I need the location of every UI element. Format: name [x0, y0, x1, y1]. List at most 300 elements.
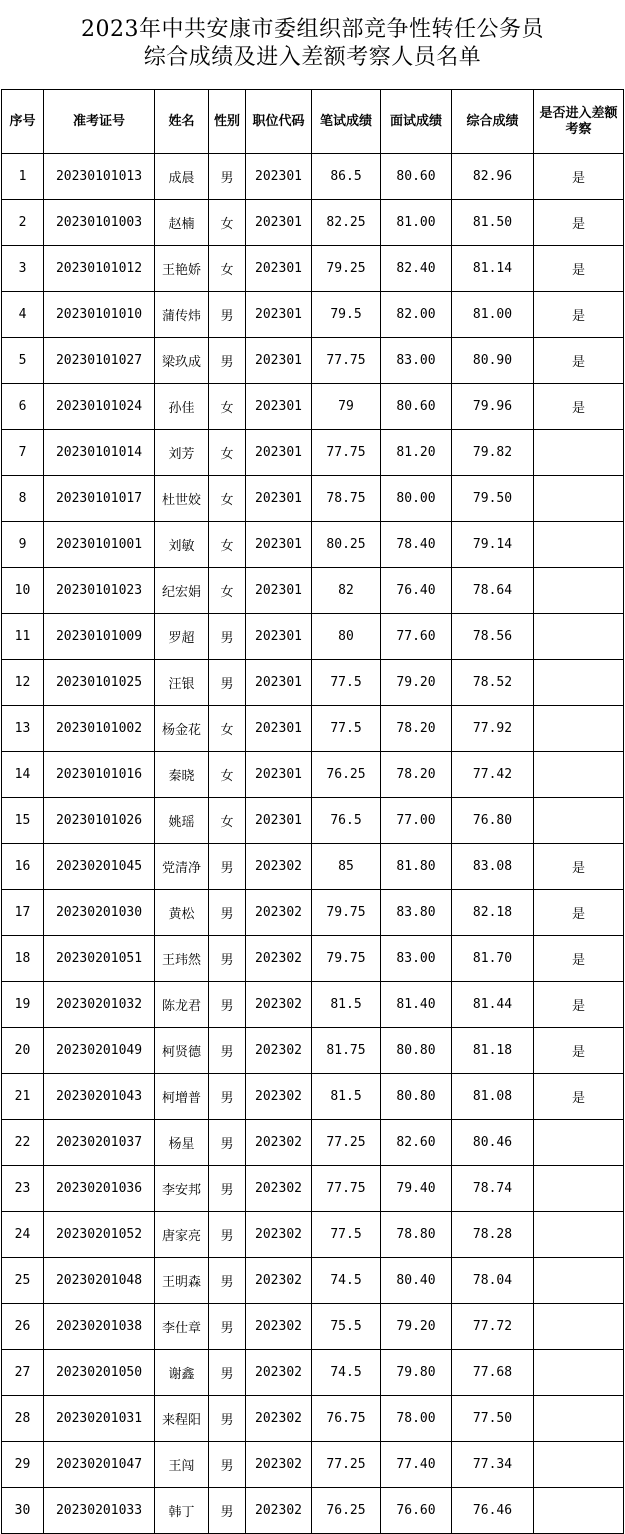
name-cell: 罗超 [155, 614, 209, 660]
total-score-cell: 78.52 [452, 660, 534, 706]
gender-cell: 女 [209, 752, 246, 798]
name-cell: 成晨 [155, 154, 209, 200]
gender-cell: 男 [209, 1350, 246, 1396]
interview-score-cell: 78.20 [381, 752, 452, 798]
table-row [2, 476, 624, 522]
name-cell: 赵楠 [155, 200, 209, 246]
gender-cell: 男 [209, 1028, 246, 1074]
name-cell: 柯贤德 [155, 1028, 209, 1074]
interview-score-cell: 76.40 [381, 568, 452, 614]
header-total-score: 综合成绩 [452, 90, 534, 154]
interview-score-cell: 79.80 [381, 1350, 452, 1396]
shortlisted-cell: 是 [534, 982, 624, 1028]
gender-cell: 男 [209, 1488, 246, 1534]
total-score-cell: 78.74 [452, 1166, 534, 1212]
interview-score-cell: 77.40 [381, 1442, 452, 1488]
interview-score-cell: 77.00 [381, 798, 452, 844]
gender-cell: 女 [209, 246, 246, 292]
gender-cell: 女 [209, 798, 246, 844]
gender-cell: 女 [209, 706, 246, 752]
written-score-cell: 76.5 [312, 798, 381, 844]
table-row [2, 1396, 624, 1442]
seq-cell: 19 [2, 982, 44, 1028]
written-score-cell: 81.5 [312, 982, 381, 1028]
gender-cell: 女 [209, 430, 246, 476]
table-row [2, 798, 624, 844]
shortlisted-cell [534, 1166, 624, 1212]
interview-score-cell: 78.00 [381, 1396, 452, 1442]
seq-cell: 15 [2, 798, 44, 844]
total-score-cell: 77.68 [452, 1350, 534, 1396]
shortlisted-cell [534, 1488, 624, 1534]
seq-cell: 22 [2, 1120, 44, 1166]
exam-no-cell: 20230101024 [44, 384, 155, 430]
seq-cell: 20 [2, 1028, 44, 1074]
interview-score-cell: 80.80 [381, 1074, 452, 1120]
table-row [2, 384, 624, 430]
table-row [2, 1166, 624, 1212]
written-score-cell: 77.5 [312, 1212, 381, 1258]
exam-no-cell: 20230201031 [44, 1396, 155, 1442]
interview-score-cell: 83.00 [381, 936, 452, 982]
interview-score-cell: 81.40 [381, 982, 452, 1028]
exam-no-cell: 20230101014 [44, 430, 155, 476]
name-cell: 韩丁 [155, 1488, 209, 1534]
seq-cell: 13 [2, 706, 44, 752]
position-code-cell: 202302 [246, 936, 312, 982]
seq-cell: 24 [2, 1212, 44, 1258]
name-cell: 王闯 [155, 1442, 209, 1488]
position-code-cell: 202302 [246, 1258, 312, 1304]
written-score-cell: 81.5 [312, 1074, 381, 1120]
total-score-cell: 81.08 [452, 1074, 534, 1120]
shortlisted-cell [534, 430, 624, 476]
shortlisted-cell [534, 706, 624, 752]
written-score-cell: 77.25 [312, 1120, 381, 1166]
interview-score-cell: 76.60 [381, 1488, 452, 1534]
shortlisted-cell [534, 476, 624, 522]
table-row [2, 1488, 624, 1534]
exam-no-cell: 20230101002 [44, 706, 155, 752]
written-score-cell: 80 [312, 614, 381, 660]
name-cell: 谢鑫 [155, 1350, 209, 1396]
shortlisted-cell: 是 [534, 246, 624, 292]
written-score-cell: 77.75 [312, 1166, 381, 1212]
table-row [2, 154, 624, 200]
table-row [2, 982, 624, 1028]
header-row [2, 90, 624, 154]
total-score-cell: 80.90 [452, 338, 534, 384]
total-score-cell: 81.44 [452, 982, 534, 1028]
seq-cell: 29 [2, 1442, 44, 1488]
shortlisted-cell [534, 752, 624, 798]
total-score-cell: 82.18 [452, 890, 534, 936]
name-cell: 黄松 [155, 890, 209, 936]
interview-score-cell: 78.40 [381, 522, 452, 568]
exam-no-cell: 20230101001 [44, 522, 155, 568]
shortlisted-cell: 是 [534, 844, 624, 890]
seq-cell: 27 [2, 1350, 44, 1396]
table-row [2, 568, 624, 614]
table-row [2, 1120, 624, 1166]
written-score-cell: 79.25 [312, 246, 381, 292]
gender-cell: 女 [209, 200, 246, 246]
header-interview-score: 面试成绩 [381, 90, 452, 154]
interview-score-cell: 81.80 [381, 844, 452, 890]
position-code-cell: 202301 [246, 614, 312, 660]
written-score-cell: 76.25 [312, 1488, 381, 1534]
header-shortlisted: 是否进入差额考察 [534, 90, 624, 154]
written-score-cell: 76.75 [312, 1396, 381, 1442]
total-score-cell: 78.28 [452, 1212, 534, 1258]
written-score-cell: 75.5 [312, 1304, 381, 1350]
table-row [2, 292, 624, 338]
gender-cell: 男 [209, 1166, 246, 1212]
name-cell: 陈龙君 [155, 982, 209, 1028]
gender-cell: 男 [209, 154, 246, 200]
total-score-cell: 79.14 [452, 522, 534, 568]
table-row [2, 1304, 624, 1350]
position-code-cell: 202301 [246, 430, 312, 476]
shortlisted-cell: 是 [534, 154, 624, 200]
written-score-cell: 74.5 [312, 1258, 381, 1304]
interview-score-cell: 82.60 [381, 1120, 452, 1166]
written-score-cell: 78.75 [312, 476, 381, 522]
interview-score-cell: 80.60 [381, 154, 452, 200]
shortlisted-cell [534, 660, 624, 706]
exam-no-cell: 20230101026 [44, 798, 155, 844]
gender-cell: 男 [209, 1120, 246, 1166]
shortlisted-cell: 是 [534, 384, 624, 430]
position-code-cell: 202302 [246, 1488, 312, 1534]
exam-no-cell: 20230101025 [44, 660, 155, 706]
name-cell: 刘芳 [155, 430, 209, 476]
position-code-cell: 202301 [246, 522, 312, 568]
interview-score-cell: 78.80 [381, 1212, 452, 1258]
position-code-cell: 202301 [246, 154, 312, 200]
seq-cell: 3 [2, 246, 44, 292]
exam-no-cell: 20230201045 [44, 844, 155, 890]
seq-cell: 12 [2, 660, 44, 706]
total-score-cell: 77.72 [452, 1304, 534, 1350]
gender-cell: 男 [209, 1212, 246, 1258]
shortlisted-cell: 是 [534, 890, 624, 936]
exam-no-cell: 20230201036 [44, 1166, 155, 1212]
interview-score-cell: 77.60 [381, 614, 452, 660]
position-code-cell: 202302 [246, 1396, 312, 1442]
gender-cell: 女 [209, 568, 246, 614]
position-code-cell: 202302 [246, 1304, 312, 1350]
written-score-cell: 82.25 [312, 200, 381, 246]
exam-no-cell: 20230101016 [44, 752, 155, 798]
interview-score-cell: 78.20 [381, 706, 452, 752]
exam-no-cell: 20230201033 [44, 1488, 155, 1534]
name-cell: 杜世姣 [155, 476, 209, 522]
gender-cell: 男 [209, 292, 246, 338]
table-row [2, 1442, 624, 1488]
table-row [2, 246, 624, 292]
name-cell: 梁玖成 [155, 338, 209, 384]
shortlisted-cell [534, 614, 624, 660]
total-score-cell: 81.14 [452, 246, 534, 292]
page-title [0, 0, 625, 74]
written-score-cell: 77.75 [312, 338, 381, 384]
total-score-cell: 79.50 [452, 476, 534, 522]
gender-cell: 男 [209, 936, 246, 982]
shortlisted-cell: 是 [534, 338, 624, 384]
interview-score-cell: 83.00 [381, 338, 452, 384]
seq-cell: 8 [2, 476, 44, 522]
shortlisted-cell [534, 1396, 624, 1442]
total-score-cell: 78.04 [452, 1258, 534, 1304]
written-score-cell: 79.75 [312, 890, 381, 936]
total-score-cell: 76.46 [452, 1488, 534, 1534]
gender-cell: 女 [209, 384, 246, 430]
interview-score-cell: 82.00 [381, 292, 452, 338]
seq-cell: 14 [2, 752, 44, 798]
shortlisted-cell: 是 [534, 936, 624, 982]
written-score-cell: 81.75 [312, 1028, 381, 1074]
seq-cell: 6 [2, 384, 44, 430]
exam-no-cell: 20230201048 [44, 1258, 155, 1304]
shortlisted-cell [534, 798, 624, 844]
name-cell: 杨金花 [155, 706, 209, 752]
name-cell: 王艳娇 [155, 246, 209, 292]
shortlisted-cell: 是 [534, 292, 624, 338]
gender-cell: 男 [209, 844, 246, 890]
seq-cell: 26 [2, 1304, 44, 1350]
total-score-cell: 83.08 [452, 844, 534, 890]
shortlisted-cell [534, 1120, 624, 1166]
name-cell: 刘敏 [155, 522, 209, 568]
shortlisted-cell: 是 [534, 1074, 624, 1120]
header-gender: 性别 [209, 90, 246, 154]
gender-cell: 男 [209, 1258, 246, 1304]
seq-cell: 1 [2, 154, 44, 200]
shortlisted-cell [534, 1350, 624, 1396]
total-score-cell: 81.50 [452, 200, 534, 246]
gender-cell: 女 [209, 476, 246, 522]
seq-cell: 5 [2, 338, 44, 384]
written-score-cell: 80.25 [312, 522, 381, 568]
name-cell: 纪宏娟 [155, 568, 209, 614]
table-row [2, 1350, 624, 1396]
gender-cell: 男 [209, 338, 246, 384]
position-code-cell: 202301 [246, 798, 312, 844]
shortlisted-cell [534, 1212, 624, 1258]
seq-cell: 2 [2, 200, 44, 246]
exam-no-cell: 20230101027 [44, 338, 155, 384]
shortlisted-cell [534, 522, 624, 568]
seq-cell: 21 [2, 1074, 44, 1120]
table-row [2, 844, 624, 890]
written-score-cell: 76.25 [312, 752, 381, 798]
position-code-cell: 202301 [246, 246, 312, 292]
gender-cell: 男 [209, 1074, 246, 1120]
seq-cell: 16 [2, 844, 44, 890]
total-score-cell: 77.42 [452, 752, 534, 798]
total-score-cell: 79.82 [452, 430, 534, 476]
header-written-score: 笔试成绩 [312, 90, 381, 154]
exam-no-cell: 20230201032 [44, 982, 155, 1028]
gender-cell: 男 [209, 890, 246, 936]
written-score-cell: 85 [312, 844, 381, 890]
seq-cell: 17 [2, 890, 44, 936]
written-score-cell: 82 [312, 568, 381, 614]
position-code-cell: 202301 [246, 384, 312, 430]
name-cell: 孙佳 [155, 384, 209, 430]
written-score-cell: 77.5 [312, 706, 381, 752]
table-row [2, 1028, 624, 1074]
name-cell: 杨星 [155, 1120, 209, 1166]
table-row [2, 1212, 624, 1258]
interview-score-cell: 83.80 [381, 890, 452, 936]
interview-score-cell: 79.40 [381, 1166, 452, 1212]
table-row [2, 1258, 624, 1304]
seq-cell: 4 [2, 292, 44, 338]
total-score-cell: 77.34 [452, 1442, 534, 1488]
exam-no-cell: 20230201049 [44, 1028, 155, 1074]
total-score-cell: 79.96 [452, 384, 534, 430]
position-code-cell: 202301 [246, 200, 312, 246]
name-cell: 来程阳 [155, 1396, 209, 1442]
exam-no-cell: 20230201050 [44, 1350, 155, 1396]
seq-cell: 30 [2, 1488, 44, 1534]
position-code-cell: 202302 [246, 844, 312, 890]
header-name: 姓名 [155, 90, 209, 154]
table-row [2, 660, 624, 706]
position-code-cell: 202302 [246, 1350, 312, 1396]
seq-cell: 9 [2, 522, 44, 568]
name-cell: 秦晓 [155, 752, 209, 798]
seq-cell: 10 [2, 568, 44, 614]
exam-no-cell: 20230201037 [44, 1120, 155, 1166]
position-code-cell: 202301 [246, 292, 312, 338]
seq-cell: 23 [2, 1166, 44, 1212]
table-row [2, 614, 624, 660]
interview-score-cell: 79.20 [381, 660, 452, 706]
name-cell: 党清净 [155, 844, 209, 890]
name-cell: 柯增普 [155, 1074, 209, 1120]
total-score-cell: 81.70 [452, 936, 534, 982]
gender-cell: 男 [209, 614, 246, 660]
shortlisted-cell [534, 1258, 624, 1304]
interview-score-cell: 80.40 [381, 1258, 452, 1304]
written-score-cell: 79 [312, 384, 381, 430]
shortlisted-cell [534, 1304, 624, 1350]
seq-cell: 25 [2, 1258, 44, 1304]
position-code-cell: 202301 [246, 338, 312, 384]
gender-cell: 男 [209, 1442, 246, 1488]
seq-cell: 7 [2, 430, 44, 476]
gender-cell: 男 [209, 1304, 246, 1350]
written-score-cell: 77.75 [312, 430, 381, 476]
title-line-1: 2023年中共安康市委组织部竞争性转任公务员 [81, 17, 544, 42]
name-cell: 蒲传炜 [155, 292, 209, 338]
table-row [2, 706, 624, 752]
interview-score-cell: 81.00 [381, 200, 452, 246]
interview-score-cell: 80.60 [381, 384, 452, 430]
gender-cell: 男 [209, 660, 246, 706]
position-code-cell: 202301 [246, 660, 312, 706]
position-code-cell: 202302 [246, 1120, 312, 1166]
table-row [2, 522, 624, 568]
results-table [1, 89, 624, 1534]
position-code-cell: 202302 [246, 1028, 312, 1074]
exam-no-cell: 20230101023 [44, 568, 155, 614]
gender-cell: 女 [209, 522, 246, 568]
name-cell: 李仕章 [155, 1304, 209, 1350]
name-cell: 姚瑶 [155, 798, 209, 844]
shortlisted-cell: 是 [534, 200, 624, 246]
table-row [2, 200, 624, 246]
interview-score-cell: 80.00 [381, 476, 452, 522]
total-score-cell: 81.00 [452, 292, 534, 338]
total-score-cell: 77.92 [452, 706, 534, 752]
table-row [2, 430, 624, 476]
position-code-cell: 202302 [246, 1166, 312, 1212]
total-score-cell: 78.56 [452, 614, 534, 660]
exam-no-cell: 20230101012 [44, 246, 155, 292]
position-code-cell: 202302 [246, 890, 312, 936]
seq-cell: 18 [2, 936, 44, 982]
table-row [2, 752, 624, 798]
header-exam-no: 准考证号 [44, 90, 155, 154]
written-score-cell: 74.5 [312, 1350, 381, 1396]
interview-score-cell: 81.20 [381, 430, 452, 476]
position-code-cell: 202302 [246, 1074, 312, 1120]
position-code-cell: 202301 [246, 568, 312, 614]
total-score-cell: 77.50 [452, 1396, 534, 1442]
exam-no-cell: 20230201052 [44, 1212, 155, 1258]
exam-no-cell: 20230101009 [44, 614, 155, 660]
seq-cell: 28 [2, 1396, 44, 1442]
table-row [2, 936, 624, 982]
table-row [2, 338, 624, 384]
written-score-cell: 77.5 [312, 660, 381, 706]
title-line-2: 综合成绩及进入差额考察人员名单 [143, 45, 482, 70]
exam-no-cell: 20230201043 [44, 1074, 155, 1120]
header-position-code: 职位代码 [246, 90, 312, 154]
position-code-cell: 202302 [246, 1212, 312, 1258]
position-code-cell: 202302 [246, 982, 312, 1028]
table-row [2, 890, 624, 936]
total-score-cell: 76.80 [452, 798, 534, 844]
position-code-cell: 202301 [246, 752, 312, 798]
exam-no-cell: 20230201038 [44, 1304, 155, 1350]
total-score-cell: 80.46 [452, 1120, 534, 1166]
table-row [2, 1074, 624, 1120]
interview-score-cell: 79.20 [381, 1304, 452, 1350]
written-score-cell: 77.25 [312, 1442, 381, 1488]
shortlisted-cell [534, 568, 624, 614]
name-cell: 王明森 [155, 1258, 209, 1304]
exam-no-cell: 20230101003 [44, 200, 155, 246]
total-score-cell: 82.96 [452, 154, 534, 200]
name-cell: 李安邦 [155, 1166, 209, 1212]
position-code-cell: 202301 [246, 706, 312, 752]
exam-no-cell: 20230101017 [44, 476, 155, 522]
exam-no-cell: 20230101013 [44, 154, 155, 200]
seq-cell: 11 [2, 614, 44, 660]
interview-score-cell: 82.40 [381, 246, 452, 292]
exam-no-cell: 20230201051 [44, 936, 155, 982]
table-body [2, 154, 624, 1534]
name-cell: 唐家亮 [155, 1212, 209, 1258]
written-score-cell: 86.5 [312, 154, 381, 200]
position-code-cell: 202302 [246, 1442, 312, 1488]
gender-cell: 男 [209, 1396, 246, 1442]
